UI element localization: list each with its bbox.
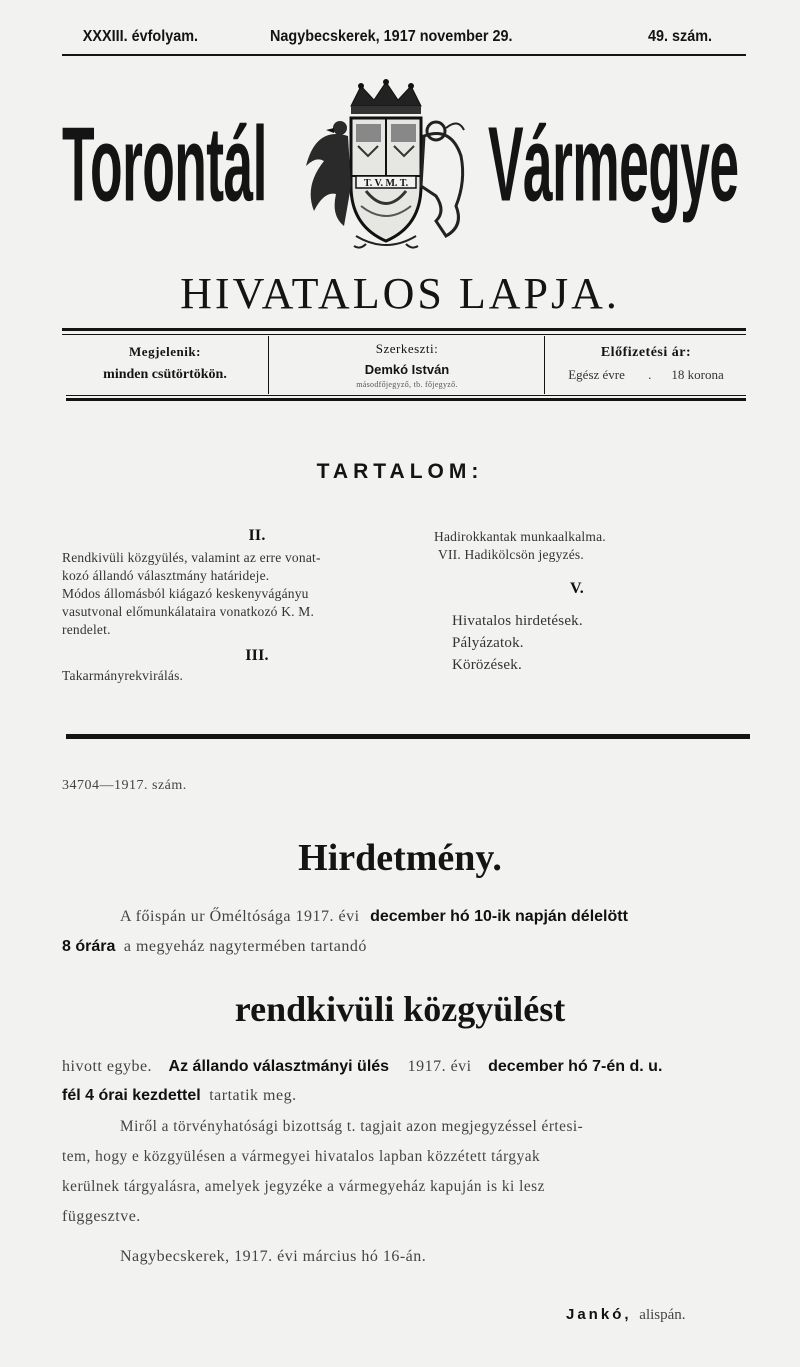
signer-title: alispán. <box>639 1307 686 1323</box>
signer-name: Jankó, <box>566 1306 632 1323</box>
toc-item: Körözések. <box>452 657 522 673</box>
price-label: Előfizetési ár: <box>600 345 692 360</box>
issue-number: 49. szám. <box>648 28 713 45</box>
info-box-divider-2 <box>544 336 545 394</box>
p1-text: A főispán ur Őméltósága 1917. évi <box>120 908 360 925</box>
notice-number: 34704—1917. szám. <box>62 778 187 793</box>
info-appears <box>62 343 268 385</box>
toc-item: VII. Hadikölcsön jegyzés. <box>438 547 584 562</box>
editor-name: Demkó István <box>364 362 450 378</box>
toc-item: Pályázatok. <box>452 635 524 651</box>
p2-text: hivott egybe. <box>62 1058 153 1075</box>
place-date-label: Nagybecskerek, 1917 november 29. <box>270 28 513 45</box>
notice-paragraph-3-line-2: tem, hogy e közgyülésen a vármegyei hivatalos lapban közzétett tárgyak <box>62 1148 541 1165</box>
editor-label: Szerkeszti: <box>375 341 439 356</box>
p1-date: december hó 10-ik napján délelött <box>370 908 628 925</box>
p2-committee: Az állando választmányi ülés <box>168 1058 390 1075</box>
price-line: Egész évre . 18 korona <box>568 366 724 382</box>
contents-right-column <box>434 528 754 676</box>
section-iii-heading: III. <box>245 647 269 664</box>
masthead-title-left: Torontál <box>62 106 267 224</box>
info-box-divider-1 <box>268 336 269 394</box>
toc-item: vasutvonal előmunkálataira vonatkozó K. M. <box>62 604 315 619</box>
info-box-top-rule <box>62 328 746 331</box>
crest-initials: T. V. M. T. <box>363 178 409 189</box>
coat-of-arms-icon <box>296 76 476 256</box>
notice-paragraph-1-line-1 <box>62 908 750 926</box>
contents-left-column <box>62 527 402 685</box>
appears-label: Megjelenik: <box>129 344 201 359</box>
masthead-title-right: Vármegye <box>488 106 739 224</box>
section-ii-heading: II. <box>248 527 266 544</box>
p2-time: fél 4 órai kezdettel <box>62 1087 201 1104</box>
p2-date: december hó 7-én d. u. <box>488 1058 663 1075</box>
subtitle: HIVATALOS LAPJA. <box>180 269 620 318</box>
p2-end: tartatik meg. <box>209 1087 297 1104</box>
notice-place-date: Nagybecskerek, 1917. évi március hó 16-án. <box>120 1248 427 1265</box>
header-line <box>0 28 720 54</box>
notice-title: Hirdetmény. <box>298 837 502 879</box>
section-v-heading: V. <box>570 580 584 597</box>
info-box-bottom-rule-thin <box>66 395 746 396</box>
toc-item: Rendkivüli közgyülés, valamint az erre vonat- <box>62 550 321 565</box>
toc-item: kozó állandó választmány határideje. <box>62 568 270 583</box>
notice-paragraph-1-line-2 <box>62 938 750 956</box>
info-price <box>546 343 746 384</box>
notice-paragraph-3-line-4: függesztve. <box>62 1208 141 1225</box>
volume-label: XXXIII. évfolyam. <box>82 28 199 45</box>
p1-time: 8 órára <box>62 938 116 955</box>
appears-value: minden csütörtökön. <box>103 367 227 383</box>
toc-item: Hivatalos hirdetések. <box>452 613 583 629</box>
editor-title: másodfőjegyző, tb. főjegyző. <box>356 380 458 390</box>
contents-title: TARTALOM: <box>316 460 484 483</box>
toc-item: Hadirokkantak munkaalkalma. <box>434 529 606 544</box>
header-rule <box>62 54 746 56</box>
toc-item: Takarmányrekvirálás. <box>62 668 184 683</box>
p1-place: a megyeház nagytermében tartandó <box>123 938 367 955</box>
price-period: Egész évre <box>568 366 625 382</box>
notice-paragraph-3-line-1: Miről a törvényhatósági bizottság t. tagjait azon megjegyzéssel értesi- <box>120 1118 584 1135</box>
info-box-bottom-rule <box>66 398 746 401</box>
info-box-top-rule-thin <box>62 334 746 335</box>
notice-headline: rendkivüli közgyülést <box>234 989 566 1029</box>
signature <box>566 1306 686 1324</box>
notice-paragraph-2-line-1 <box>62 1058 750 1076</box>
contents-bottom-rule <box>66 734 750 739</box>
toc-item: rendelet. <box>62 622 111 637</box>
notice-paragraph-2-line-2 <box>62 1087 750 1105</box>
p2-year: 1917. évi <box>407 1058 472 1075</box>
info-editor <box>270 340 544 391</box>
price-value: 18 korona <box>671 366 724 382</box>
toc-item: Módos állomásból kiágazó keskenyvágányu <box>62 586 309 601</box>
notice-paragraph-3-line-3: kerülnek tárgyalásra, amelyek jegyzéke a vármegyeház kapuján is ki lesz <box>62 1178 545 1195</box>
